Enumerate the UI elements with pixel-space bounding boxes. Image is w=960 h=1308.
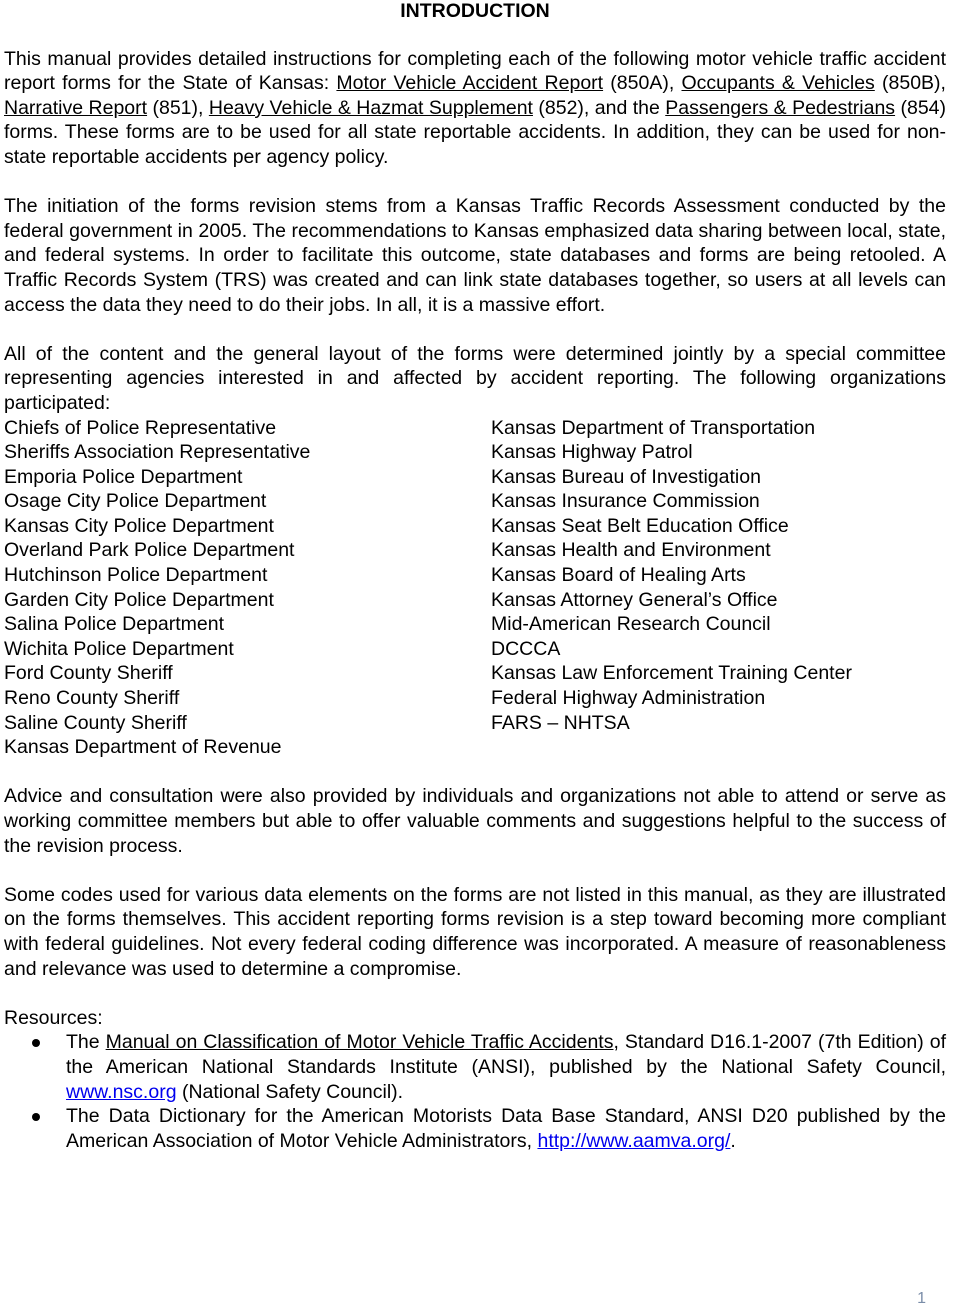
- page-number: 1: [917, 1290, 926, 1307]
- organization-item: Overland Park Police Department: [4, 539, 295, 562]
- organization-item: Kansas Law Enforcement Training Center: [491, 662, 852, 685]
- text-run: (850B),: [874, 72, 946, 95]
- text-run: (851),: [147, 96, 209, 119]
- resource-item: [4, 1104, 946, 1153]
- organization-item: Mid-American Research Council: [491, 613, 771, 636]
- nsc-link[interactable]: www.nsc.org: [66, 1080, 177, 1103]
- organization-item: Osage City Police Department: [4, 490, 267, 513]
- organization-item: Kansas Department of Revenue: [4, 736, 282, 759]
- organization-item: Federal Highway Administration: [491, 687, 766, 710]
- advice-paragraph: Advice and consultation were also provided by individuals and organizations not able to attend or serve as working committee members but able to offer valuable comments and suggestions helpful to the success of the revision process.: [4, 785, 946, 857]
- committee-paragraph: All of the content and the general layout of the forms were determined jointly by a special committee representing agencies interested in and affected by accident reporting. The following organizations participated:: [4, 342, 946, 414]
- text-run: (852), and the: [532, 96, 666, 119]
- organization-item: Sheriffs Association Representative: [4, 441, 311, 464]
- text-run: (National Safety Council).: [176, 1080, 404, 1103]
- organization-item: Salina Police Department: [4, 613, 225, 636]
- text-run: The: [66, 1031, 106, 1054]
- manual-title: Manual on Classification of Motor Vehicle Traffic Accidents: [105, 1031, 614, 1054]
- form-851-name: Narrative Report: [4, 96, 148, 119]
- form-854-name: Passengers & Pedestrians: [665, 96, 896, 119]
- organizations-right-column: [491, 416, 891, 760]
- form-850b-name: Occupants & Vehicles: [681, 72, 875, 95]
- text-run: .: [730, 1129, 736, 1152]
- resource-item: [4, 1030, 946, 1104]
- organization-item: Ford County Sheriff: [4, 662, 173, 685]
- organization-item: Kansas Seat Belt Education Office: [491, 514, 789, 537]
- organization-item: Kansas Department of Transportation: [491, 416, 816, 439]
- bullet-icon: [32, 1113, 40, 1121]
- document-page: [4, 0, 946, 1153]
- organizations-list: [4, 416, 946, 760]
- form-852-name: Heavy Vehicle & Hazmat Supplement: [208, 96, 533, 119]
- text-run: , Standard D16.1-2007 (7th Edition) of the American National Standards Institute (ANSI), published by the National Safety Council,: [66, 1031, 947, 1078]
- text-run: The Data Dictionary for the American Motorists Data Base Standard, ANSI D20 published by the American Association of Motor Vehicle Administrators,: [66, 1105, 946, 1152]
- organization-item: Saline County Sheriff: [4, 711, 187, 734]
- organization-item: Kansas Bureau of Investigation: [491, 465, 761, 488]
- bullet-icon: [32, 1039, 40, 1047]
- organization-item: Kansas Board of Healing Arts: [491, 564, 746, 587]
- aamva-link[interactable]: http://www.aamva.org/: [537, 1129, 731, 1152]
- organization-item: Kansas Highway Patrol: [491, 441, 693, 464]
- organization-item: FARS – NHTSA: [491, 711, 630, 734]
- text-run: (850A),: [603, 72, 682, 95]
- form-850a-name: Motor Vehicle Accident Report: [336, 72, 604, 95]
- resources-list: [4, 1030, 946, 1153]
- organization-item: Chiefs of Police Representative: [4, 416, 277, 439]
- organization-item: Wichita Police Department: [4, 637, 234, 660]
- organization-item: Hutchinson Police Department: [4, 564, 268, 587]
- organization-item: Kansas Attorney General’s Office: [491, 588, 778, 611]
- organizations-left-column: [4, 416, 491, 760]
- organization-item: Kansas Insurance Commission: [491, 490, 760, 513]
- text-run: (854) forms. These forms are to be used for all state reportable accidents. In addition, they can be used for non-state reportable accidents per agency policy.: [4, 96, 947, 168]
- page-title: INTRODUCTION: [400, 0, 550, 22]
- organization-item: DCCCA: [491, 637, 561, 660]
- organization-item: Kansas Health and Environment: [491, 539, 771, 562]
- intro-paragraph: [4, 47, 946, 170]
- organization-item: Emporia Police Department: [4, 465, 243, 488]
- text-run: This manual provides detailed instructions for completing each of the following motor vehicle traffic accident report forms for the State of Kansas:: [4, 47, 946, 95]
- revision-paragraph: The initiation of the forms revision stems from a Kansas Traffic Records Assessment conducted by the federal government in 2005. The recommendations to Kansas emphasized data sharing between local, state, and federal systems. In order to facilitate this outcome, state databases and forms are being retooled. A Traffic Records System (TRS) was created and can link state databases together, so users at all levels can access the data they need to do their jobs. In all, it is a massive effort.: [4, 195, 946, 316]
- organization-item: Reno County Sheriff: [4, 687, 180, 710]
- organization-item: Garden City Police Department: [4, 588, 274, 611]
- resources-label: Resources:: [4, 1006, 103, 1029]
- organization-item: Kansas City Police Department: [4, 514, 274, 537]
- codes-paragraph: Some codes used for various data elements on the forms are not listed in this manual, as they are illustrated on the forms themselves. This accident reporting forms revision is a step toward becoming more compliant with federal guidelines. Not every federal coding difference was incorporated. A measure of reasonableness and relevance was used to determine a compromise.: [4, 883, 946, 980]
